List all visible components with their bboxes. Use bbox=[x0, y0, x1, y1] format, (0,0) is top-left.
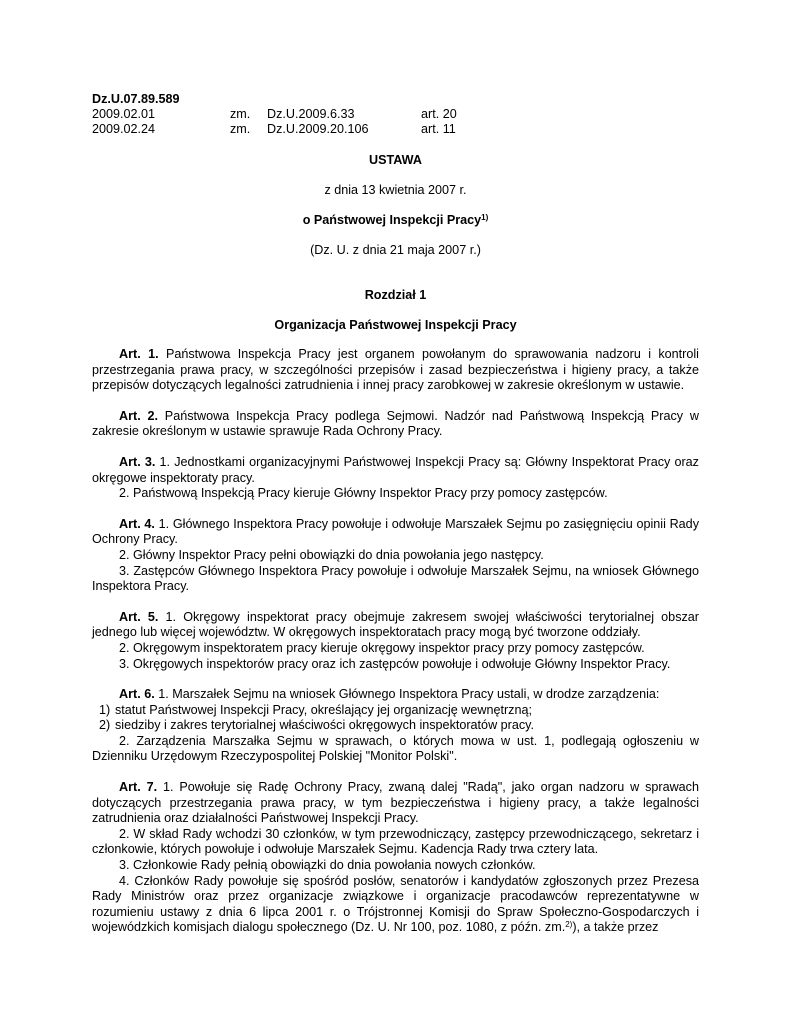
list-text: statut Państwowej Inspekcji Pracy, określający jej organizację wewnętrzną; bbox=[115, 702, 532, 717]
amendment-ref: Dz.U.2009.6.33 bbox=[267, 107, 355, 121]
article-paragraph: 2. Zarządzenia Marszałka Sejmu w sprawach, o których mowa w ust. 1, podlegają ogłoszeniu w Dzienniku Urzędowym Rzeczypospolitej Polskiej "Monitor Polski". bbox=[92, 733, 699, 764]
article-label: Art. 4. bbox=[119, 516, 155, 531]
footnote-ref: 1) bbox=[481, 213, 489, 222]
article-5 bbox=[92, 610, 699, 641]
article-text: 1. Głównego Inspektora Pracy powołuje i odwołuje Marszałek Sejmu po zasięgnięciu opinii Rady Ochrony Pracy. bbox=[92, 516, 699, 547]
article-label: Art. 2. bbox=[119, 408, 158, 423]
journal-reference: Dz.U.07.89.589 bbox=[92, 92, 180, 106]
amendment-row bbox=[92, 107, 699, 122]
amendment-date: 2009.02.24 bbox=[92, 122, 156, 136]
act-subject: o Państwowej Inspekcji Pracy bbox=[302, 213, 482, 227]
amendment-date: 2009.02.01 bbox=[92, 107, 156, 121]
list-item bbox=[92, 703, 699, 719]
article-label: Art. 6. bbox=[119, 687, 155, 702]
list-item bbox=[92, 718, 699, 734]
article-paragraph bbox=[92, 874, 699, 936]
article-paragraph: 3. Okręgowych inspektorów pracy oraz ich zastępców powołuje i odwołuje Główny Inspektor Pracy. bbox=[119, 656, 671, 671]
article-1 bbox=[92, 347, 699, 394]
publication-line: (Dz. U. z dnia 21 maja 2007 r.) bbox=[310, 243, 481, 257]
list-text: siedziby i zakres terytorialnej właściwości okręgowych inspektoratów pracy. bbox=[115, 718, 535, 733]
article-text: 1. Marszałek Sejmu na wniosek Głównego Inspektora Pracy ustali, w drodze zarządzenia: bbox=[154, 687, 660, 702]
article-6 bbox=[92, 687, 699, 703]
amendment-zm: zm. bbox=[230, 107, 251, 121]
article-2 bbox=[92, 409, 699, 440]
article-paragraph: 2. W skład Rady wchodzi 30 członków, w tym przewodniczący, zastępcy przewodniczącego, sekretarz i członkowie, których powołuje i odwołuje Marszałek Sejmu. Kadencja Rady trwa cztery lata. bbox=[92, 826, 699, 857]
article-label: Art. 3. bbox=[119, 454, 156, 469]
article-text: Państwowa Inspekcja Pracy podlega Sejmowi. Nadzór nad Państwową Inspekcją Pracy w zakresie określonym w ustawie sprawuje Rada Ochrony Pracy. bbox=[92, 408, 699, 439]
footnote-ref: 2) bbox=[565, 920, 573, 930]
list-number: 2) bbox=[99, 718, 111, 733]
article-label: Art. 7. bbox=[119, 780, 158, 795]
article-text: Państwowa Inspekcja Pracy jest organem powołanym do sprawowania nadzoru i kontroli przestrzegania prawa pracy, w szczególności przepisów i zasad bezpieczeństwa i higieny pracy, a także przepisów dotyczących legalności zatrudnienia i innej pracy zarobkowej w zakresie określonym w ustawie. bbox=[92, 347, 699, 393]
article-7 bbox=[92, 780, 699, 827]
amendment-row bbox=[92, 122, 699, 137]
document-page bbox=[92, 92, 699, 936]
list-number: 1) bbox=[99, 702, 111, 717]
article-text-end: ), a także przez bbox=[572, 920, 659, 935]
amendment-zm: zm. bbox=[230, 122, 251, 136]
article-paragraph: 2. Główny Inspektor Pracy pełni obowiązki do dnia powołania jego następcy. bbox=[119, 547, 544, 562]
article-3 bbox=[92, 455, 699, 486]
article-paragraph: 2. Państwową Inspekcją Pracy kieruje Główny Inspektor Pracy przy pomocy zastępców. bbox=[119, 486, 608, 501]
article-text: 4. Członków Rady powołuje się spośród posłów, senatorów i kandydatów zgłoszonych przez Prezesa Rady Ministrów oraz przez organizacje związkowe i organizacje pracodawców reprezentatywne w rozumieniu ustawy z dnia 6 lipca 2001 r. o Trójstronnej Komisji do Spraw Społeczno-Gospodarczych i wojewódzkich komisjach dialogu społecznego (Dz. U. Nr 100, poz. 1080, z późn. zm. bbox=[92, 873, 699, 935]
act-title bbox=[92, 212, 699, 228]
article-paragraph: 2. Okręgowym inspektoratem pracy kieruje okręgowy inspektor pracy przy pomocy zastępców. bbox=[119, 640, 645, 655]
chapter-number: Rozdział 1 bbox=[364, 288, 427, 302]
act-type: USTAWA bbox=[369, 153, 422, 167]
amendment-art: art. 11 bbox=[421, 122, 456, 136]
article-paragraph: 3. Członkowie Rady pełnią obowiązki do dnia powołania nowych członków. bbox=[119, 858, 536, 873]
chapter-title: Organizacja Państwowej Inspekcji Pracy bbox=[274, 318, 517, 332]
article-text: 1. Jednostkami organizacyjnymi Państwowej Inspekcji Pracy są: Główny Inspektorat Pracy oraz okręgowe inspektoraty pracy. bbox=[92, 454, 699, 485]
article-label: Art. 5. bbox=[119, 609, 159, 624]
article-text: 1. Okręgowy inspektorat pracy obejmuje zakresem swojej właściwości terytorialnej obszar jednego lub więcej województw. W okręgowych inspektoratach pracy mogą być tworzone oddziały. bbox=[92, 609, 699, 640]
amendment-ref: Dz.U.2009.20.106 bbox=[267, 122, 369, 136]
amendment-art: art. 20 bbox=[421, 107, 457, 121]
act-date: z dnia 13 kwietnia 2007 r. bbox=[324, 183, 467, 197]
article-text: 1. Powołuje się Radę Ochrony Pracy, zwaną dalej "Radą", jako organ nadzoru w sprawach dotyczących przestrzegania prawa pracy, w tym bezpieczeństwa i higieny pracy, a także legalności zatrudnienia oraz działalności Państwowej Inspekcji Pracy. bbox=[92, 780, 699, 826]
article-paragraph: 3. Zastępców Głównego Inspektora Pracy powołuje i odwołuje Marszałek Sejmu, na wniosek Głównego Inspektora Pracy. bbox=[92, 563, 699, 594]
article-label: Art. 1. bbox=[119, 347, 159, 361]
article-4 bbox=[92, 517, 699, 548]
